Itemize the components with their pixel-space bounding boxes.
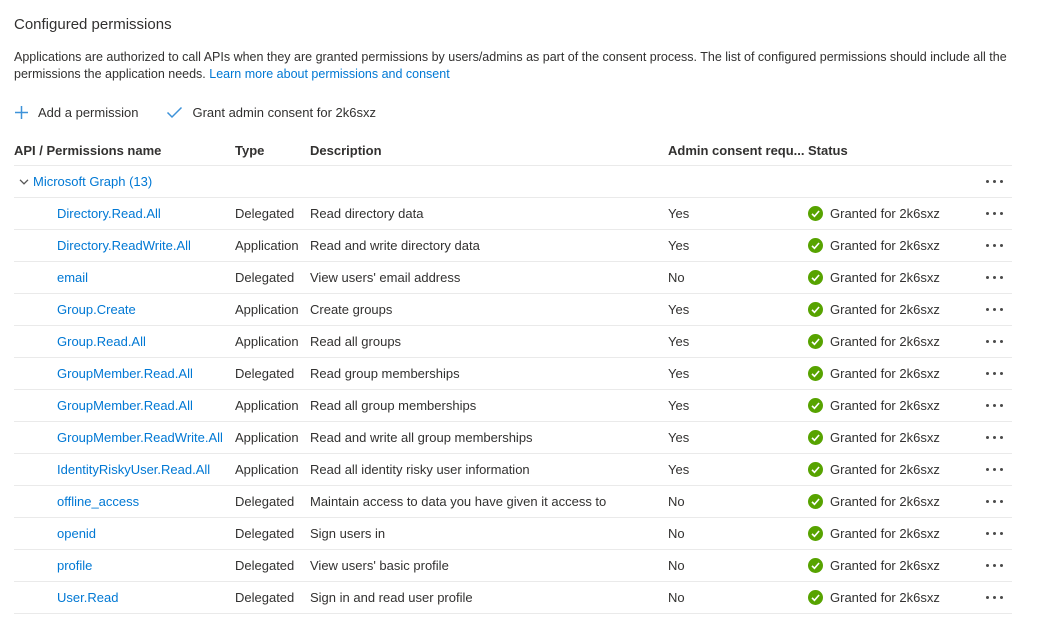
permission-name-cell [14,334,235,349]
permission-name-cell [14,462,235,477]
row-menu-ellipsis-icon[interactable] [976,166,1012,197]
permission-name-link[interactable]: IdentityRiskyUser.Read.All [57,462,211,477]
header-api-permissions-name: API / Permissions name [14,143,162,158]
add-permission-label: Add a permission [38,105,139,120]
permission-description: Read group memberships [310,366,460,381]
permission-type: Delegated [235,590,295,605]
chevron-down-icon[interactable] [14,176,30,188]
status-text: Granted for 2k6sxz [830,334,940,349]
permission-type: Application [235,462,299,477]
permission-row [14,422,1012,454]
status-cell [808,334,976,349]
permission-row [14,198,1012,230]
admin-consent-required-value: Yes [668,398,690,413]
status-text: Granted for 2k6sxz [830,302,940,317]
permission-type: Delegated [235,526,295,541]
permission-row [14,326,1012,358]
admin-consent-required-value: Yes [668,334,690,349]
permission-name-cell [14,494,235,509]
status-text: Granted for 2k6sxz [830,270,940,285]
row-menu-ellipsis-icon[interactable] [976,390,1012,421]
permission-type: Application [235,398,299,413]
row-menu-ellipsis-icon[interactable] [976,518,1012,549]
granted-check-icon [808,526,823,541]
permission-name-cell [14,270,235,285]
permission-name-link[interactable]: User.Read [57,590,119,605]
learn-more-link[interactable]: Learn more about permissions and consent [209,67,450,81]
status-cell [808,366,976,381]
granted-check-icon [808,430,823,445]
status-text: Granted for 2k6sxz [830,526,940,541]
permission-name-link[interactable]: Directory.Read.All [57,206,161,221]
granted-check-icon [808,494,823,509]
permission-description: View users' basic profile [310,558,449,573]
grant-admin-consent-button[interactable] [166,105,376,120]
admin-consent-required-value: No [668,558,685,573]
permission-description: View users' email address [310,270,461,285]
row-menu-ellipsis-icon[interactable] [976,486,1012,517]
row-menu-ellipsis-icon[interactable] [976,294,1012,325]
granted-check-icon [808,558,823,573]
row-menu-ellipsis-icon[interactable] [976,230,1012,261]
group-name-cell [14,174,976,189]
permission-type: Delegated [235,270,295,285]
row-menu-ellipsis-icon[interactable] [976,358,1012,389]
header-type: Type [235,143,265,158]
status-cell [808,590,976,605]
table-header-row [14,136,1012,166]
row-menu-ellipsis-icon[interactable] [976,326,1012,357]
permission-description: Read all identity risky user information [310,462,530,477]
status-cell [808,526,976,541]
permission-description: Read all group memberships [310,398,477,413]
status-cell [808,398,976,413]
permission-type: Application [235,302,299,317]
permission-name-cell [14,526,235,541]
permission-type: Application [235,334,299,349]
admin-consent-required-value: Yes [668,238,690,253]
checkmark-icon [166,106,183,119]
permission-type: Application [235,430,299,445]
permission-name-link[interactable]: Directory.ReadWrite.All [57,238,191,253]
permission-description: Read directory data [310,206,424,221]
permission-name-link[interactable]: offline_access [57,494,140,509]
permission-name-link[interactable]: GroupMember.Read.All [57,366,193,381]
permission-name-link[interactable]: email [57,270,89,285]
admin-consent-required-value: Yes [668,462,690,477]
permission-name-cell [14,430,235,445]
group-name-link[interactable]: Microsoft Graph (13) [33,174,153,189]
permission-type: Delegated [235,206,295,221]
status-cell [808,558,976,573]
permission-description: Read all groups [310,334,402,349]
description-text [14,49,1038,83]
status-text: Granted for 2k6sxz [830,590,940,605]
permission-description: Read and write directory data [310,238,480,253]
permission-row [14,550,1012,582]
add-permission-button[interactable] [14,105,138,120]
granted-check-icon [808,398,823,413]
permission-name-cell [14,206,235,221]
permission-name-cell [14,558,235,573]
api-group-row-microsoft-graph [14,166,1012,198]
status-text: Granted for 2k6sxz [830,366,940,381]
admin-consent-required-value: Yes [668,430,690,445]
status-text: Granted for 2k6sxz [830,558,940,573]
granted-check-icon [808,302,823,317]
admin-consent-required-value: Yes [668,206,690,221]
granted-check-icon [808,334,823,349]
granted-check-icon [808,206,823,221]
status-text: Granted for 2k6sxz [830,206,940,221]
status-cell [808,270,976,285]
status-text: Granted for 2k6sxz [830,398,940,413]
granted-check-icon [808,462,823,477]
permission-row [14,390,1012,422]
permission-row [14,486,1012,518]
admin-consent-required-value: No [668,590,685,605]
description-body: Applications are authorized to call APIs when they are granted permissions by users/admins as part of the consent process. The list of configured permissions should include all the permissions the application needs. [14,50,1007,81]
row-menu-ellipsis-icon[interactable] [976,582,1012,613]
permission-name-cell [14,302,235,317]
permission-description: Create groups [310,302,393,317]
status-text: Granted for 2k6sxz [830,462,940,477]
row-menu-ellipsis-icon[interactable] [976,262,1012,293]
granted-check-icon [808,590,823,605]
permission-name-cell [14,590,235,605]
permission-description: Sign in and read user profile [310,590,473,605]
admin-consent-required-value: No [668,526,685,541]
header-status: Status [808,143,848,158]
admin-consent-required-value: No [668,270,685,285]
permission-name-cell [14,238,235,253]
permission-row [14,358,1012,390]
permission-name-link[interactable]: GroupMember.Read.All [57,398,193,413]
permission-name-cell [14,366,235,381]
permission-type: Delegated [235,494,295,509]
permission-row [14,454,1012,486]
row-menu-ellipsis-icon[interactable] [976,198,1012,229]
status-text: Granted for 2k6sxz [830,494,940,509]
permission-description: Maintain access to data you have given it access to [310,494,607,509]
permission-type: Application [235,238,299,253]
status-cell [808,302,976,317]
status-cell [808,494,976,509]
permission-name-link[interactable]: openid [57,526,97,541]
status-cell [808,430,976,445]
header-description: Description [310,143,382,158]
header-admin-consent-required: Admin consent requ... [668,143,805,158]
table-body [14,198,1012,614]
permission-name-link[interactable]: GroupMember.ReadWrite.All [57,430,223,445]
permissions-table [14,136,1012,614]
plus-icon [14,105,29,120]
permission-description: Read and write all group memberships [310,430,533,445]
row-menu-ellipsis-icon[interactable] [976,422,1012,453]
command-bar [14,105,1043,120]
permission-row [14,518,1012,550]
page-title: Configured permissions [14,16,172,33]
status-cell [808,462,976,477]
permission-name-cell [14,398,235,413]
admin-consent-required-value: Yes [668,302,690,317]
granted-check-icon [808,366,823,381]
permission-name-link[interactable]: Group.Read.All [57,334,146,349]
status-text: Granted for 2k6sxz [830,430,940,445]
status-text: Granted for 2k6sxz [830,238,940,253]
granted-check-icon [808,270,823,285]
permission-row [14,230,1012,262]
permission-type: Delegated [235,366,295,381]
grant-admin-consent-label: Grant admin consent for 2k6sxz [192,105,376,120]
status-cell [808,206,976,221]
permission-description: Sign users in [310,526,386,541]
permission-row [14,582,1012,614]
granted-check-icon [808,238,823,253]
row-menu-ellipsis-icon[interactable] [976,454,1012,485]
permission-row [14,262,1012,294]
permission-type: Delegated [235,558,295,573]
admin-consent-required-value: No [668,494,685,509]
status-cell [808,238,976,253]
row-menu-ellipsis-icon[interactable] [976,550,1012,581]
permission-name-link[interactable]: profile [57,558,93,573]
admin-consent-required-value: Yes [668,366,690,381]
permission-name-link[interactable]: Group.Create [57,302,136,317]
permission-row [14,294,1012,326]
